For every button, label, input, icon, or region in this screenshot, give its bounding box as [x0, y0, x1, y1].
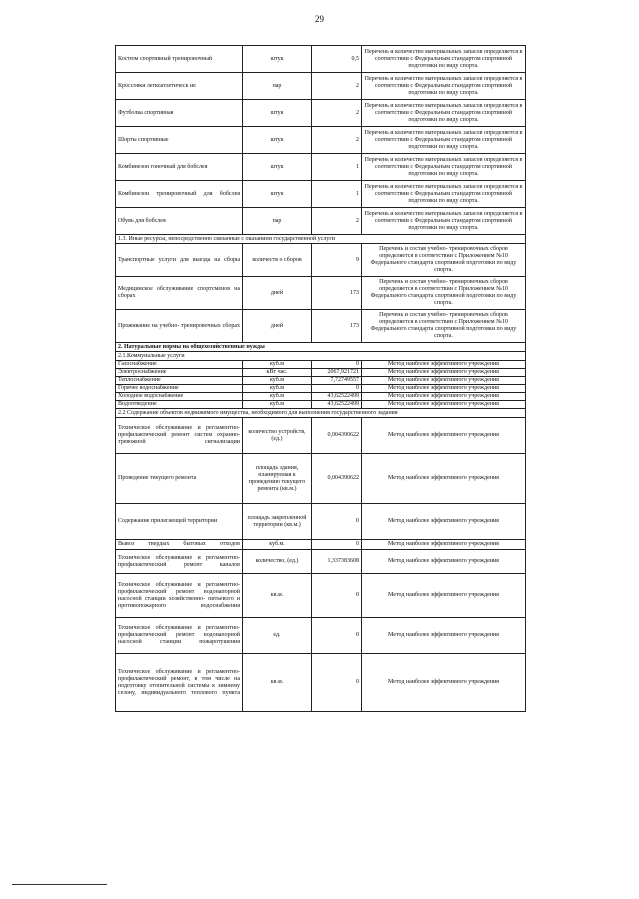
basis-text: Метод наиболее эффективного учреждения	[362, 393, 526, 401]
unit-of-measure: куб.м	[243, 393, 312, 401]
basis-text: Перечень и количество материальных запасов определяется в соответствии с Федеральным стандартом спортивной подготовки по виду спорта.	[362, 154, 526, 181]
table-row	[116, 244, 526, 277]
unit-of-measure: штук	[243, 154, 312, 181]
unit-of-measure: куб.м	[243, 377, 312, 385]
unit-of-measure: куб.м	[243, 361, 312, 369]
norm-value: 0,004390622	[312, 418, 362, 454]
basis-text: Перечень и количество материальных запасов определяется в соответствии с Федеральным стандартом спортивной подготовки по виду спорта.	[362, 127, 526, 154]
unit-of-measure: штук	[243, 127, 312, 154]
basis-text: Метод наиболее эффективного учреждения	[362, 574, 526, 618]
resource-name: Электроснабжение	[116, 369, 243, 377]
resource-name: Медицинское обслуживание спортсменов на сборах	[116, 277, 243, 310]
norm-value: 173	[312, 310, 362, 343]
unit-of-measure: ед.	[243, 618, 312, 654]
table-row	[116, 310, 526, 343]
unit-of-measure: кВт час.	[243, 369, 312, 377]
resource-name: Футболка спортивная	[116, 100, 243, 127]
norm-value: 0	[312, 654, 362, 712]
norm-value: 1,337383608	[312, 550, 362, 574]
norm-value: 0	[312, 385, 362, 393]
basis-text: Метод наиболее эффективного учреждения	[362, 401, 526, 409]
basis-text: Перечень и состав учебно- тренировочных сборов определяется в соответствии с Приложением №10 Федерального стандарта спортивной подготовки по виду спорта.	[362, 310, 526, 343]
resource-name: Водоотведение	[116, 401, 243, 409]
basis-text: Метод наиболее эффективного учреждения	[362, 369, 526, 377]
norm-value: 0,5	[312, 46, 362, 73]
table-row	[116, 418, 526, 454]
norm-value: 7,72749557	[312, 377, 362, 385]
section-row	[116, 352, 526, 361]
resource-name: Теплоснабжение	[116, 377, 243, 385]
page-number: 29	[315, 14, 324, 24]
table-row	[116, 154, 526, 181]
norm-value: 2	[312, 208, 362, 235]
resource-name: Техническое обслуживание и регламентно- профилактический ремонт водонапорной насосной станции хозяйственно- питьевого и противопожарного водоснабжения	[116, 574, 243, 618]
table-row	[116, 550, 526, 574]
resource-name: Комбинезон гоночный для бобслея	[116, 154, 243, 181]
table-row	[116, 208, 526, 235]
section-row	[116, 409, 526, 418]
basis-text: Перечень и состав учебно- тренировочных сборов определяется в соответствии с Приложением №10 Федерального стандарта спортивной подготовки по виду спорта.	[362, 244, 526, 277]
resource-name: Техническое обслуживание и регламентно- профилактический ремонт водонапорной насосной станции пожаротушения	[116, 618, 243, 654]
unit-of-measure: количество устройств, (ед.)	[243, 418, 312, 454]
norm-value: 173	[312, 277, 362, 310]
table-row	[116, 361, 526, 369]
unit-of-measure: кв.м.	[243, 654, 312, 712]
unit-of-measure: дней	[243, 277, 312, 310]
resource-name: Газоснабжение	[116, 361, 243, 369]
basis-text: Перечень и состав учебно- тренировочных сборов определяется в соответствии с Приложением №10 Федерального стандарта спортивной подготовки по виду спорта.	[362, 277, 526, 310]
basis-text: Перечень и количество материальных запасов определяется в соответствии с Федеральным стандартом спортивной подготовки по виду спорта.	[362, 100, 526, 127]
section-heading: 2.1.Коммунальные услуги	[116, 352, 526, 361]
norm-value: 1	[312, 181, 362, 208]
norm-value: 0	[312, 574, 362, 618]
norm-value: 2067,921721	[312, 369, 362, 377]
unit-of-measure: куб.м	[243, 401, 312, 409]
basis-text: Метод наиболее эффективного учреждения	[362, 385, 526, 393]
resource-name: Содержание прилегающей территории	[116, 504, 243, 540]
norm-value: 2	[312, 100, 362, 127]
section-heading: 2. Натуральные нормы на общехозяйственные нужды	[116, 343, 526, 352]
basis-text: Метод наиболее эффективного учреждения	[362, 550, 526, 574]
norm-value: 43,62522499	[312, 401, 362, 409]
table-row	[116, 574, 526, 618]
resource-name: Проведение текущего ремонта	[116, 454, 243, 504]
unit-of-measure: куб.м.	[243, 540, 312, 550]
unit-of-measure: площадь здания, планируемая к проведению текущего ремонта (кв.м.)	[243, 454, 312, 504]
resource-name: Кроссовки легкоатлетическ ие	[116, 73, 243, 100]
basis-text: Метод наиболее эффективного учреждения	[362, 654, 526, 712]
norm-value: 0	[312, 504, 362, 540]
basis-text: Метод наиболее эффективного учреждения	[362, 361, 526, 369]
resource-name: Холодное водоснабжение	[116, 393, 243, 401]
basis-text: Метод наиболее эффективного учреждения	[362, 418, 526, 454]
table-row	[116, 540, 526, 550]
resource-name: Обувь для бобслея	[116, 208, 243, 235]
table-row	[116, 181, 526, 208]
basis-text: Метод наиболее эффективного учреждения	[362, 540, 526, 550]
table-row	[116, 504, 526, 540]
resource-name: Горячее водоснабжение	[116, 385, 243, 393]
norm-value: 9	[312, 244, 362, 277]
section-row	[116, 343, 526, 352]
basis-text: Перечень и количество материальных запасов определяется в соответствии с Федеральным стандартом спортивной подготовки по виду спорта.	[362, 181, 526, 208]
footnote-divider	[12, 884, 107, 885]
unit-of-measure: количеств о сборов	[243, 244, 312, 277]
table-row	[116, 100, 526, 127]
table-row	[116, 127, 526, 154]
basis-text: Перечень и количество материальных запасов определяется в соответствии с Федеральным стандартом спортивной подготовки по виду спорта.	[362, 208, 526, 235]
table-row	[116, 46, 526, 73]
section-heading: 2.2 Содержание объектов недвижимого имущества, необходимого для выполнения государственного задания	[116, 409, 526, 418]
unit-of-measure: площадь закрепленной территории (кв.м.)	[243, 504, 312, 540]
table-row	[116, 454, 526, 504]
table-row	[116, 393, 526, 401]
table-row	[116, 401, 526, 409]
table-row	[116, 377, 526, 385]
resource-name: Костюм спортивный тренировочный	[116, 46, 243, 73]
resource-name: Транспортные услуги для выезда на сборы	[116, 244, 243, 277]
table-row	[116, 73, 526, 100]
table-row	[116, 654, 526, 712]
resource-name: Комбинезон тренировочный для бобслея	[116, 181, 243, 208]
norm-value: 2	[312, 73, 362, 100]
resource-name: Техническое обслуживание и регламентно- профилактический ремонт каналов	[116, 550, 243, 574]
basis-text: Метод наиболее эффективного учреждения	[362, 377, 526, 385]
section-row	[116, 235, 526, 244]
norm-value: 2	[312, 127, 362, 154]
norm-value: 1	[312, 154, 362, 181]
section-heading: 1.3. Иные ресурсы, непосредственно связанные с оказанием государственной услуги	[116, 235, 526, 244]
resource-name: Вывоз твердых бытовых отходов	[116, 540, 243, 550]
table-row	[116, 369, 526, 377]
resource-name: Техническое обслуживание и регламентно- профилактический ремонт систем охранно-тревожной сигнализации	[116, 418, 243, 454]
unit-of-measure: куб.м	[243, 385, 312, 393]
unit-of-measure: штук	[243, 181, 312, 208]
norm-value: 0,004390622	[312, 454, 362, 504]
resource-name: Техническое обслуживание и регламентно- профилактический ремонт, в том числе на подготовку отопительной системы к зимнему сезону, индивидуального теплового пункта	[116, 654, 243, 712]
unit-of-measure: кв.м.	[243, 574, 312, 618]
basis-text: Перечень и количество материальных запасов определяется в соответствии с Федеральным стандартом спортивной подготовки по виду спорта.	[362, 73, 526, 100]
unit-of-measure: штук	[243, 46, 312, 73]
table-row	[116, 277, 526, 310]
norms-table	[115, 45, 526, 712]
norm-value: 43,62522499	[312, 393, 362, 401]
unit-of-measure: штук	[243, 100, 312, 127]
norm-value: 0	[312, 540, 362, 550]
basis-text: Метод наиболее эффективного учреждения	[362, 454, 526, 504]
unit-of-measure: дней	[243, 310, 312, 343]
table-row	[116, 618, 526, 654]
basis-text: Метод наиболее эффективного учреждения	[362, 504, 526, 540]
norm-value: 0	[312, 361, 362, 369]
resource-name: Шорты спортивные	[116, 127, 243, 154]
basis-text: Перечень и количество материальных запасов определяется в соответствии с Федеральным стандартом спортивной подготовки по виду спорта.	[362, 46, 526, 73]
basis-text: Метод наиболее эффективного учреждения	[362, 618, 526, 654]
table-row	[116, 385, 526, 393]
unit-of-measure: пар	[243, 208, 312, 235]
norm-value: 0	[312, 618, 362, 654]
unit-of-measure: количество, (ед.)	[243, 550, 312, 574]
resource-name: Проживание на учебно- тренировочных сборах	[116, 310, 243, 343]
unit-of-measure: пар	[243, 73, 312, 100]
